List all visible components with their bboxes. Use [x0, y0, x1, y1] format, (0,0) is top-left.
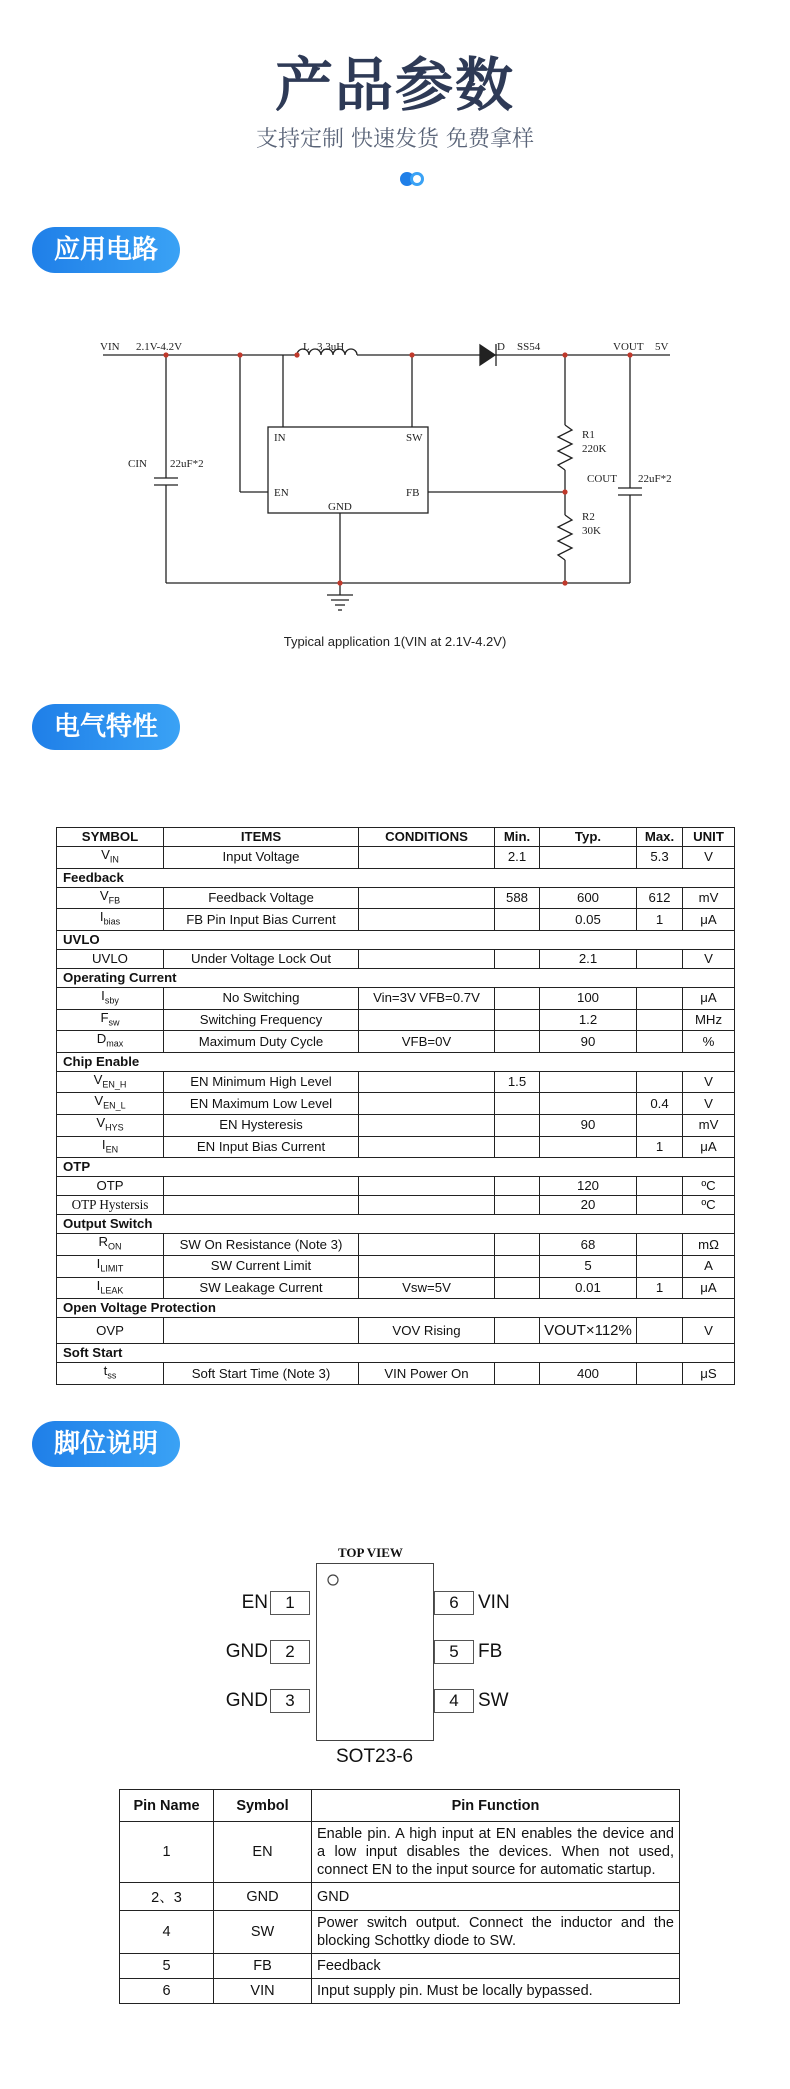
spec-symbol: $F_{sw}$: [57, 1009, 164, 1031]
spec-item: No Switching: [164, 987, 359, 1009]
spec-section-label: Open Voltage Protection: [57, 1299, 735, 1318]
spec-typ: [540, 847, 637, 869]
spec-header-cell: UNIT: [683, 828, 735, 847]
spec-min: [495, 1136, 540, 1158]
spec-unit: μA: [683, 987, 735, 1009]
spec-symbol-subscript: bias: [103, 916, 121, 927]
spec-row: [57, 1196, 735, 1215]
spec-symbol: $I_{bias}$: [57, 909, 164, 931]
spec-condition: [359, 1136, 495, 1158]
spec-section-label: Soft Start: [57, 1344, 735, 1363]
pin-row: [120, 1911, 680, 1954]
package-name: SOT23-6: [336, 1746, 414, 1767]
spec-symbol: $I_{LIMIT}$: [57, 1256, 164, 1278]
inductor-value: 3.3uH: [317, 341, 345, 353]
spec-symbol: $D_{max}$: [57, 1031, 164, 1053]
spec-unit: mΩ: [683, 1234, 735, 1256]
spec-unit: A: [683, 1256, 735, 1278]
spec-symbol-subscript: max: [106, 1038, 124, 1049]
ic-pin-in: IN: [274, 432, 286, 444]
spec-condition: [359, 1071, 495, 1093]
spec-max: [637, 987, 683, 1009]
spec-max: [637, 1363, 683, 1385]
spec-symbol: OTP Hystersis: [57, 1196, 164, 1215]
spec-symbol-subscript: EN_L: [103, 1101, 126, 1112]
spec-section-row: [57, 1299, 735, 1318]
spec-max: 612: [637, 887, 683, 909]
spec-section-label: Output Switch: [57, 1215, 735, 1234]
spec-min: [495, 1318, 540, 1344]
section-application-circuit: 应用电路: [32, 227, 180, 273]
top-view-label: TOP VIEW: [338, 1545, 403, 1560]
spec-unit: V: [683, 1093, 735, 1115]
spec-row: [57, 949, 735, 968]
spec-min: [495, 1115, 540, 1137]
spec-table-body: [57, 847, 735, 1385]
ic-pin-fb: FB: [406, 487, 420, 499]
spec-unit: V: [683, 1318, 735, 1344]
sot23-package-body: [316, 1563, 434, 1741]
spec-row: [57, 987, 735, 1009]
spec-typ: 100: [540, 987, 637, 1009]
pin-label: SW: [478, 1690, 509, 1711]
pin-header-cell: Pin Function: [312, 1790, 680, 1822]
application-circuit-diagram: [0, 320, 790, 650]
spec-item: Input Voltage: [164, 847, 359, 869]
spec-typ: 90: [540, 1115, 637, 1137]
spec-item: EN Maximum Low Level: [164, 1093, 359, 1115]
spec-header-cell: Min.: [495, 828, 540, 847]
pin-symbol: EN: [214, 1822, 312, 1883]
pin-function-table: [119, 1789, 680, 2004]
spec-min: 1.5: [495, 1071, 540, 1093]
vout-label: VOUT: [613, 341, 644, 353]
pin-number-box: 2: [270, 1640, 310, 1664]
spec-min: [495, 949, 540, 968]
pin-function: Enable pin. A high input at EN enables the device and a low input disables the devices. When not used, connect EN to the input source for automatic startup.: [312, 1822, 680, 1883]
spec-section-label: OTP: [57, 1158, 735, 1177]
pin-name: 1: [120, 1822, 214, 1883]
spec-item: [164, 1318, 359, 1344]
spec-condition: [359, 887, 495, 909]
spec-min: [495, 1009, 540, 1031]
spec-symbol: OTP: [57, 1177, 164, 1196]
spec-unit: μA: [683, 909, 735, 931]
pin1-marker-icon: [326, 1573, 340, 1587]
spec-row: [57, 1136, 735, 1158]
spec-condition: [359, 1115, 495, 1137]
spec-min: [495, 1093, 540, 1115]
spec-max: [637, 949, 683, 968]
spec-item: [164, 1196, 359, 1215]
spec-item: Maximum Duty Cycle: [164, 1031, 359, 1053]
spec-section-row: [57, 968, 735, 987]
spec-symbol: $V_{EN\_L}$: [57, 1093, 164, 1115]
ic-pin-gnd: GND: [328, 501, 352, 513]
spec-symbol-subscript: LIMIT: [100, 1263, 124, 1274]
pin-symbol: SW: [214, 1911, 312, 1954]
pin-function: GND: [312, 1883, 680, 1911]
electrical-spec-table: [56, 827, 735, 1385]
spec-unit: V: [683, 847, 735, 869]
pin-symbol: GND: [214, 1883, 312, 1911]
spec-item: EN Minimum High Level: [164, 1071, 359, 1093]
spec-max: [637, 1009, 683, 1031]
spec-min: 2.1: [495, 847, 540, 869]
spec-unit: ºC: [683, 1196, 735, 1215]
ic-pin-en: EN: [274, 487, 289, 499]
pin-name: 5: [120, 1954, 214, 1979]
spec-max: [637, 1234, 683, 1256]
spec-symbol-subscript: sw: [108, 1017, 120, 1028]
spec-typ: VOUT×112%: [540, 1318, 637, 1344]
spec-typ: 120: [540, 1177, 637, 1196]
pin-header-cell: Symbol: [214, 1790, 312, 1822]
spec-item: EN Hysteresis: [164, 1115, 359, 1137]
pin-row: [120, 1822, 680, 1883]
spec-unit: μA: [683, 1136, 735, 1158]
cout-label: COUT: [587, 473, 617, 485]
spec-item: SW Leakage Current: [164, 1277, 359, 1299]
r2-label: R2: [582, 511, 595, 523]
pin-table-header: [120, 1790, 680, 1822]
spec-row: [57, 847, 735, 869]
vin-range-label: 2.1V-4.2V: [136, 341, 183, 353]
spec-unit: mV: [683, 887, 735, 909]
spec-typ: 68: [540, 1234, 637, 1256]
cout-value: 22uF*2: [638, 473, 672, 485]
spec-row: [57, 1318, 735, 1344]
spec-section-label: Operating Current: [57, 968, 735, 987]
pin-number-box: 5: [434, 1640, 474, 1664]
spec-max: 0.4: [637, 1093, 683, 1115]
spec-header-cell: ITEMS: [164, 828, 359, 847]
spec-max: [637, 1196, 683, 1215]
spec-symbol-subscript: ss: [107, 1370, 117, 1381]
spec-condition: Vin=3V VFB=0.7V: [359, 987, 495, 1009]
pin-number-box: 6: [434, 1591, 474, 1615]
spec-symbol: $V_{EN\_H}$: [57, 1071, 164, 1093]
spec-item: Soft Start Time (Note 3): [164, 1363, 359, 1385]
spec-symbol-subscript: ON: [108, 1242, 122, 1253]
spec-unit: V: [683, 1071, 735, 1093]
spec-item: FB Pin Input Bias Current: [164, 909, 359, 931]
pin-function: Power switch output. Connect the inductor and the blocking Schottky diode to SW.: [312, 1911, 680, 1954]
r1-value: 220K: [582, 443, 607, 455]
spec-max: [637, 1031, 683, 1053]
pin-row: [120, 1883, 680, 1911]
spec-section-row: [57, 868, 735, 887]
spec-unit: V: [683, 949, 735, 968]
spec-max: [637, 1177, 683, 1196]
spec-min: [495, 909, 540, 931]
diode-label: D: [497, 341, 505, 353]
spec-symbol: $t_{ss}$: [57, 1363, 164, 1385]
spec-min: [495, 1196, 540, 1215]
spec-item: Feedback Voltage: [164, 887, 359, 909]
spec-condition: Vsw=5V: [359, 1277, 495, 1299]
page-subtitle: 支持定制 快速发货 免费拿样: [256, 127, 534, 152]
spec-min: [495, 1363, 540, 1385]
pin-number-box: 4: [434, 1689, 474, 1713]
spec-condition: [359, 1196, 495, 1215]
pin-label: GND: [225, 1641, 268, 1662]
spec-header-cell: Max.: [637, 828, 683, 847]
spec-min: [495, 1277, 540, 1299]
spec-row: [57, 1256, 735, 1278]
spec-symbol: UVLO: [57, 949, 164, 968]
spec-min: 588: [495, 887, 540, 909]
spec-row: [57, 1177, 735, 1196]
diode-part: SS54: [517, 341, 541, 353]
cin-value: 22uF*2: [170, 458, 204, 470]
spec-section-label: UVLO: [57, 930, 735, 949]
spec-table-header: [57, 828, 735, 847]
spec-condition: [359, 847, 495, 869]
spec-max: [637, 1318, 683, 1344]
pin-name: 4: [120, 1911, 214, 1954]
spec-typ: 0.01: [540, 1277, 637, 1299]
spec-max: [637, 1115, 683, 1137]
spec-condition: [359, 1177, 495, 1196]
spec-typ: 1.2: [540, 1009, 637, 1031]
spec-section-row: [57, 1052, 735, 1071]
spec-item: SW On Resistance (Note 3): [164, 1234, 359, 1256]
spec-condition: [359, 1009, 495, 1031]
spec-condition: VOV Rising: [359, 1318, 495, 1344]
spec-max: 1: [637, 909, 683, 931]
spec-condition: [359, 949, 495, 968]
spec-symbol: $V_{HYS}$: [57, 1115, 164, 1137]
spec-unit: %: [683, 1031, 735, 1053]
spec-min: [495, 1256, 540, 1278]
spec-unit: ºC: [683, 1177, 735, 1196]
inductor-label: L: [303, 341, 310, 353]
spec-section-row: [57, 930, 735, 949]
spec-section-row: [57, 1158, 735, 1177]
section-pin-description: 脚位说明: [32, 1421, 180, 1467]
spec-row: [57, 1277, 735, 1299]
spec-header-cell: SYMBOL: [57, 828, 164, 847]
pin-symbol: VIN: [214, 1979, 312, 2004]
spec-condition: VIN Power On: [359, 1363, 495, 1385]
spec-header-cell: CONDITIONS: [359, 828, 495, 847]
pin-number-box: 1: [270, 1591, 310, 1615]
pin-name: 6: [120, 1979, 214, 2004]
cin-label: CIN: [128, 458, 147, 470]
spec-condition: [359, 1093, 495, 1115]
spec-section-row: [57, 1344, 735, 1363]
pin-function: Input supply pin. Must be locally bypassed.: [312, 1979, 680, 2004]
pin-row: [120, 1979, 680, 2004]
section-electrical-characteristics: 电气特性: [32, 704, 180, 750]
spec-section-label: Feedback: [57, 868, 735, 887]
page-title: 产品参数: [274, 51, 515, 119]
spec-symbol: OVP: [57, 1318, 164, 1344]
pin-label: GND: [225, 1690, 268, 1711]
spec-typ: [540, 1093, 637, 1115]
spec-header-cell: Typ.: [540, 828, 637, 847]
carousel-dots-icon: [398, 170, 428, 188]
spec-row: [57, 887, 735, 909]
spec-symbol-subscript: FB: [108, 895, 121, 906]
spec-symbol: $V_{FB}$: [57, 887, 164, 909]
spec-unit: mV: [683, 1115, 735, 1137]
spec-row: [57, 1363, 735, 1385]
spec-symbol: $R_{ON}$: [57, 1234, 164, 1256]
spec-section-label: Chip Enable: [57, 1052, 735, 1071]
spec-condition: [359, 1234, 495, 1256]
pin-label: EN: [241, 1592, 268, 1613]
pin-label: FB: [478, 1641, 503, 1662]
spec-condition: VFB=0V: [359, 1031, 495, 1053]
r2-value: 30K: [582, 525, 601, 537]
spec-max: 1: [637, 1277, 683, 1299]
spec-min: [495, 1234, 540, 1256]
spec-typ: [540, 1071, 637, 1093]
spec-symbol-subscript: sby: [104, 995, 119, 1006]
pin-table-body: [120, 1822, 680, 2004]
r1-label: R1: [582, 429, 595, 441]
spec-typ: 0.05: [540, 909, 637, 931]
spec-row: [57, 1093, 735, 1115]
spec-condition: [359, 1256, 495, 1278]
spec-typ: 400: [540, 1363, 637, 1385]
pin-function: Feedback: [312, 1954, 680, 1979]
spec-unit: μS: [683, 1363, 735, 1385]
spec-max: [637, 1071, 683, 1093]
pin-header-cell: Pin Name: [120, 1790, 214, 1822]
spec-symbol: $I_{LEAK}$: [57, 1277, 164, 1299]
spec-section-row: [57, 1215, 735, 1234]
spec-symbol-subscript: LEAK: [100, 1285, 124, 1296]
spec-symbol: $I_{EN}$: [57, 1136, 164, 1158]
spec-max: 1: [637, 1136, 683, 1158]
spec-row: [57, 1115, 735, 1137]
spec-symbol: $V_{IN}$: [57, 847, 164, 869]
circuit-caption: Typical application 1(VIN at 2.1V-4.2V): [283, 634, 507, 649]
spec-symbol: $I_{sby}$: [57, 987, 164, 1009]
pin-number-box: 3: [270, 1689, 310, 1713]
spec-max: [637, 1256, 683, 1278]
spec-symbol-subscript: IN: [109, 854, 119, 865]
spec-item: Under Voltage Lock Out: [164, 949, 359, 968]
spec-item: SW Current Limit: [164, 1256, 359, 1278]
spec-row: [57, 1031, 735, 1053]
spec-item: Switching Frequency: [164, 1009, 359, 1031]
pin-label: VIN: [478, 1592, 510, 1613]
spec-min: [495, 1177, 540, 1196]
spec-symbol-subscript: EN: [105, 1144, 119, 1155]
ic-pin-sw: SW: [406, 432, 423, 444]
spec-row: [57, 1071, 735, 1093]
vout-value: 5V: [655, 341, 669, 353]
spec-item: EN Input Bias Current: [164, 1136, 359, 1158]
spec-unit: MHz: [683, 1009, 735, 1031]
spec-row: [57, 1009, 735, 1031]
spec-typ: 2.1: [540, 949, 637, 968]
spec-max: 5.3: [637, 847, 683, 869]
pin-name: 2、3: [120, 1883, 214, 1911]
pin-symbol: FB: [214, 1954, 312, 1979]
spec-min: [495, 987, 540, 1009]
spec-typ: 20: [540, 1196, 637, 1215]
spec-row: [57, 1234, 735, 1256]
spec-row: [57, 909, 735, 931]
spec-typ: [540, 1136, 637, 1158]
pin-row: [120, 1954, 680, 1979]
vin-label: VIN: [100, 341, 120, 353]
spec-condition: [359, 909, 495, 931]
spec-min: [495, 1031, 540, 1053]
spec-typ: 5: [540, 1256, 637, 1278]
spec-typ: 90: [540, 1031, 637, 1053]
spec-item: [164, 1177, 359, 1196]
spec-unit: μA: [683, 1277, 735, 1299]
spec-typ: 600: [540, 887, 637, 909]
spec-symbol-subscript: HYS: [105, 1122, 124, 1133]
spec-symbol-subscript: EN_H: [102, 1079, 127, 1090]
